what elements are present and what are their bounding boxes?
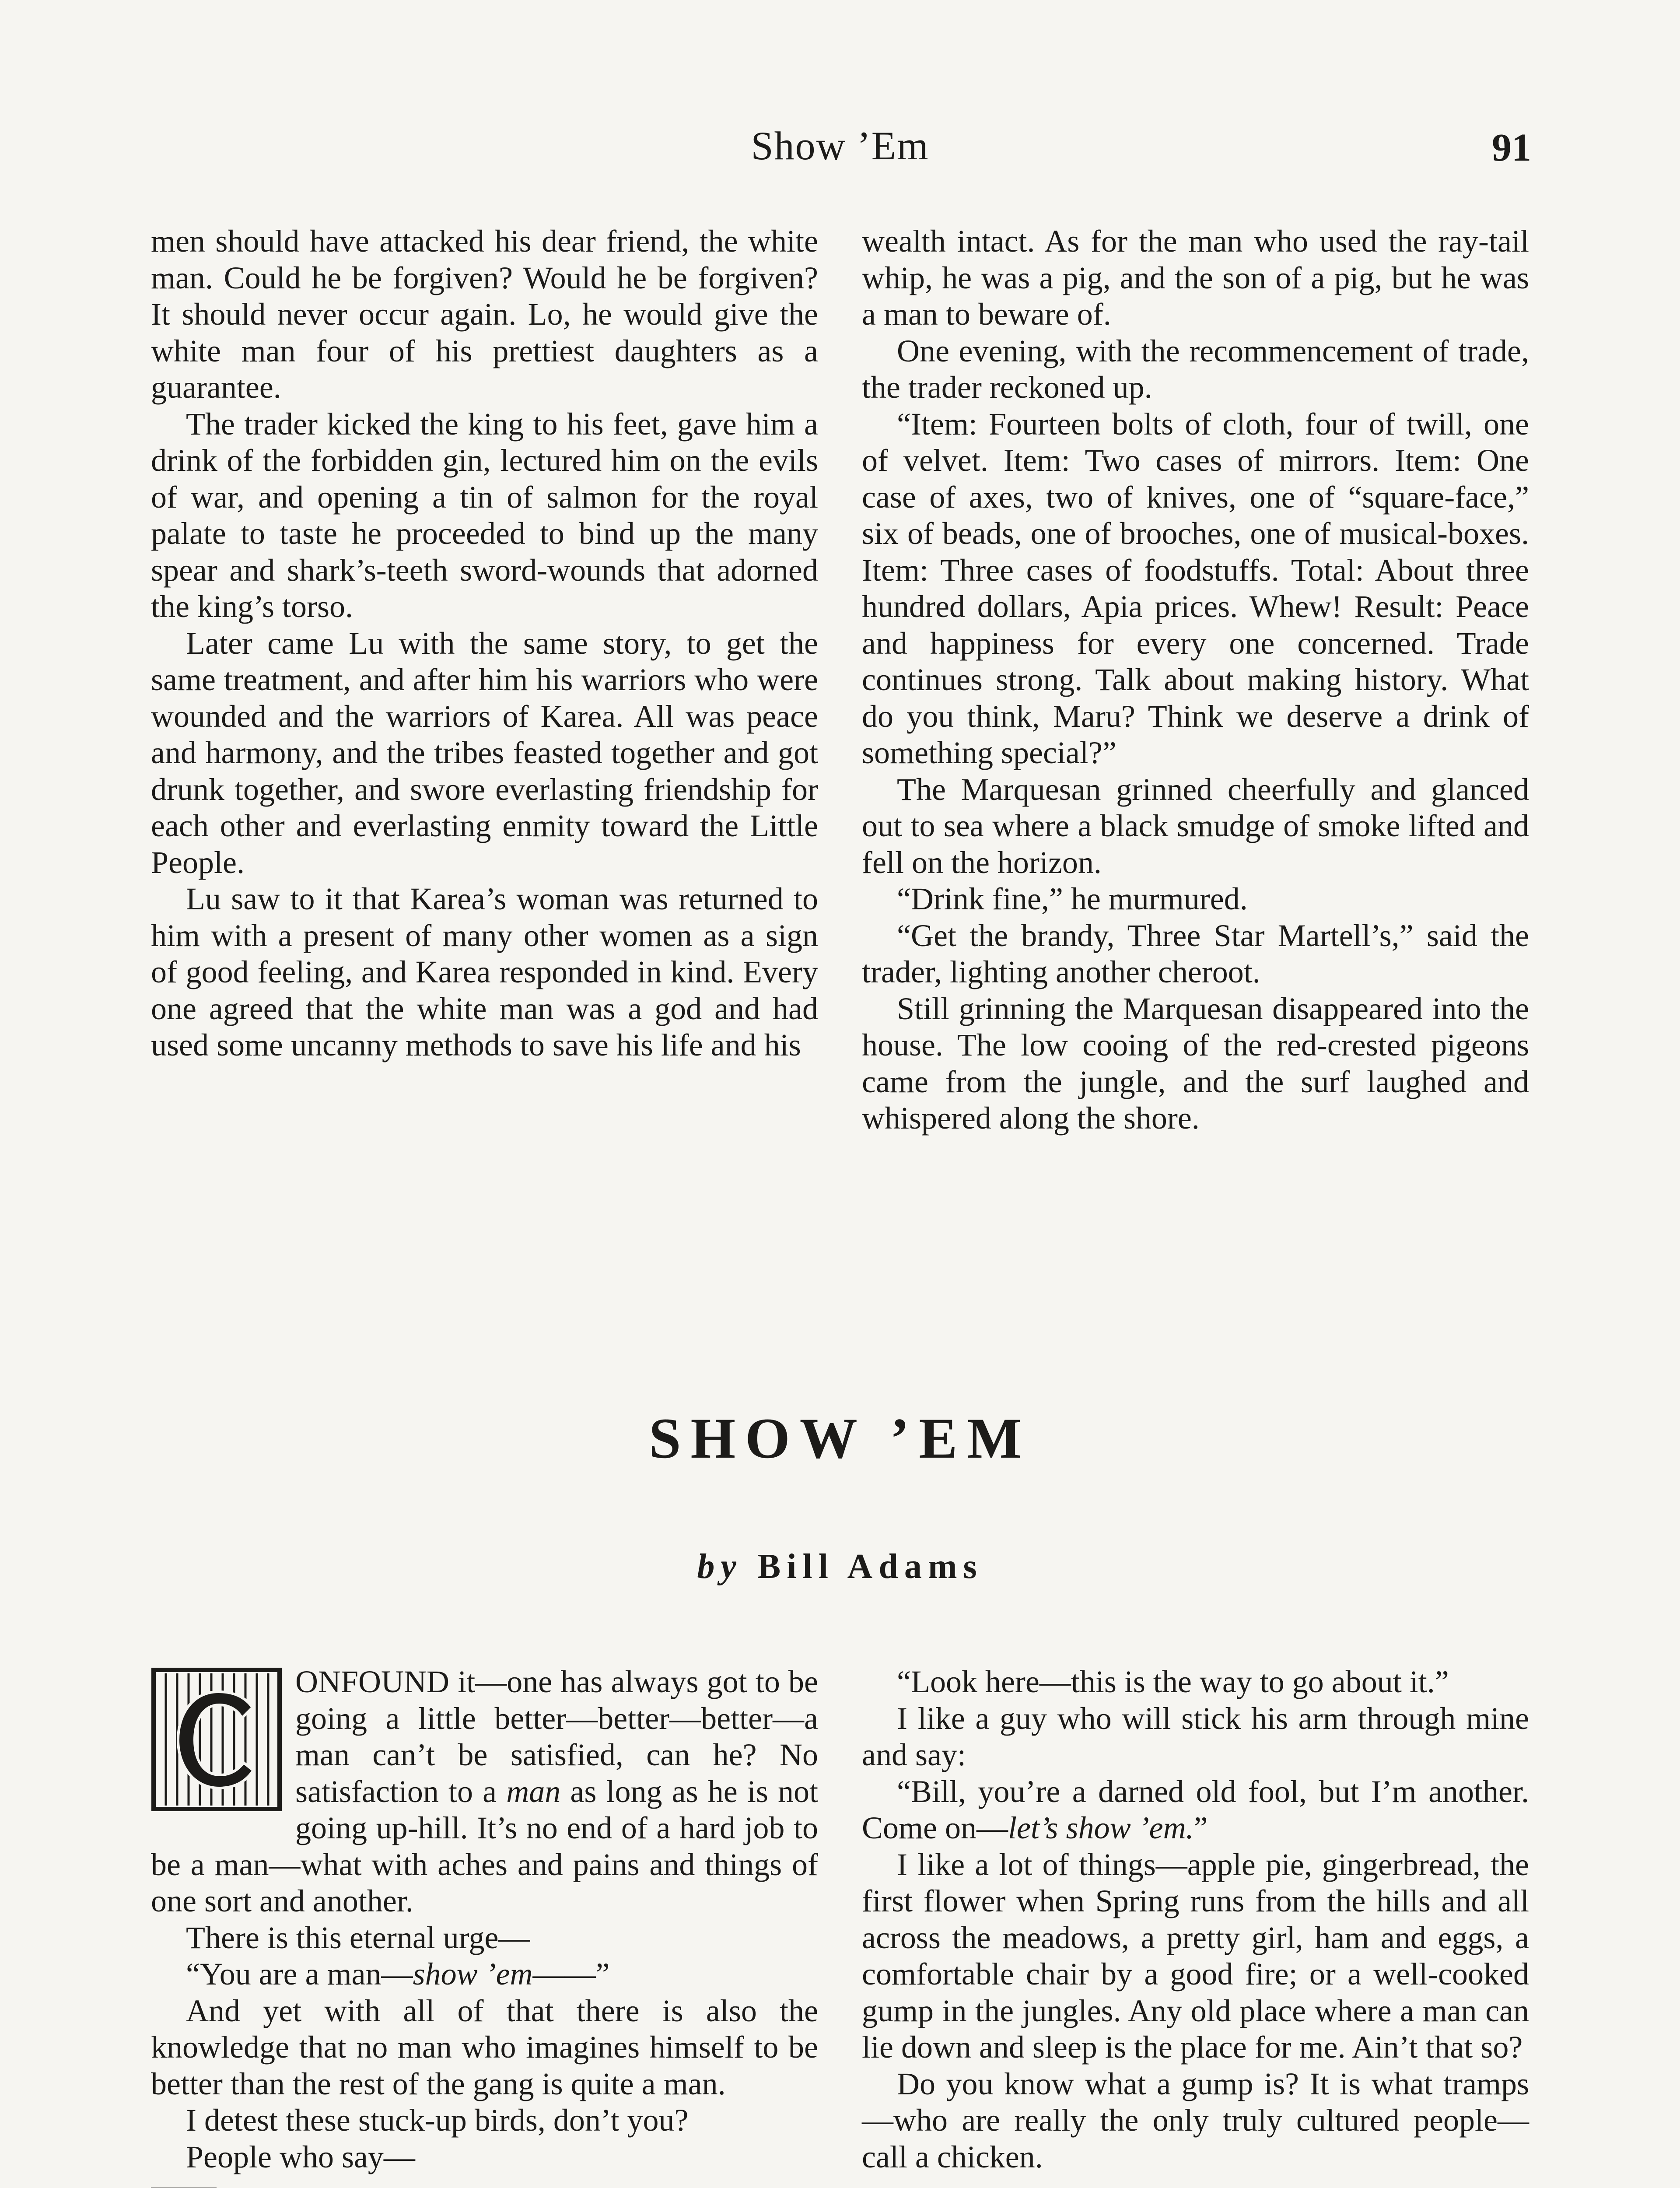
paragraph: “Drink fine,” he murmured.: [897, 881, 1248, 916]
paragraph-text: “Bill, you’re a darned old fool, but I’m another. Come on—: [862, 1774, 1529, 1845]
paragraph: The Marquesan grinned cheerfully and glanced out to sea where a black smudge of smoke lifted and fell on the horizon.: [862, 771, 1529, 880]
author-name: Bill Adams: [757, 1547, 983, 1586]
paragraph-text: ——”: [532, 1957, 610, 1992]
paragraph: I detest these stuck-up birds, don’t you?: [186, 2103, 689, 2138]
story-left-column: [151, 1664, 818, 2188]
previous-story-left-column: [151, 223, 818, 1064]
paragraph: “Item: Fourteen bolts of cloth, four of twill, one of velvet. Item: Two cases of mirrors. Item: One case of axes, two of knives, one of “square-face,” six of beads, one of brooches, one of musical-boxes. Item: Three cases of foodstuffs. Total: About three hundred dollars, Apia prices. Whew! Result: Peace and happiness for every one concerned. Trade continues strong. Talk about making history. What do you think, Maru? Think we deserve a drink of something special?”: [862, 406, 1529, 770]
emphasis: man: [506, 1774, 561, 1809]
paragraph-text: ”: [1194, 1810, 1208, 1845]
emphasis: let’s show ’em.: [1008, 1810, 1194, 1845]
paragraph-text: as long as he is not going up-hill. It’s no end of a hard job to be a man—what with aches and pains and things of one sort and another.: [151, 1774, 818, 1918]
page-header: [0, 123, 1680, 188]
page-number: 91: [1492, 126, 1531, 169]
paragraph: And yet with all of that there is also the knowledge that no man who imagines himself to be better than the rest of the gang is quite a man.: [151, 1993, 818, 2101]
paragraph: The trader kicked the king to his feet, gave him a drink of the forbidden gin, lectured him on the evils of war, and opening a tin of salmon for the royal palate to taste he proceeded to bind up the many spear and shark’s-teeth sword-wounds that adorned the king’s torso.: [151, 406, 818, 624]
emphasis: show ’em: [413, 1957, 533, 1992]
paragraph-text: “You are a man—: [186, 1957, 413, 1992]
running-head: Show ’Em: [751, 123, 929, 168]
paragraph: “Look here—this is the way to go about it.”: [897, 1664, 1449, 1699]
paragraph: wealth intact. As for the man who used the ray-tail whip, he was a pig, and the son of a pig, but he was a man to beware of.: [862, 224, 1529, 332]
paragraph: [151, 1956, 818, 1993]
previous-story-right-column: [862, 223, 1529, 1137]
paragraph: I like a guy who will stick his arm through mine and say:: [862, 1701, 1529, 1772]
drop-cap-c-icon: [151, 1667, 282, 1812]
paragraph: People who say—: [186, 2139, 415, 2174]
paragraph: Later came Lu with the same story, to get the same treatment, and after him his warriors who were wounded and the warriors of Karea. All was peace and harmony, and the tribes feasted together and got drunk together, and swore everlasting friendship for each other and everlasting enmity toward the Little People.: [151, 625, 818, 880]
byline: [0, 1547, 1680, 1587]
paragraph: Do you know what a gump is? It is what tramps—who are really the only truly cultured people—call a chicken.: [862, 2066, 1529, 2174]
paragraph: Still grinning the Marquesan disappeared into the house. The low cooing of the red-crested pigeons came from the jungle, and the surf laughed and whispered along the shore.: [862, 991, 1529, 1136]
paragraph: One evening, with the recommencement of trade, the trader reckoned up.: [862, 333, 1529, 405]
story-right-column: [862, 1664, 1529, 2175]
story-title: SHOW ’EM: [649, 1406, 1031, 1470]
paragraph: There is this eternal urge—: [186, 1920, 530, 1955]
paragraph: I like a lot of things—apple pie, gingerbread, the first flower when Spring runs from the hills and all across the meadows, a pretty girl, ham and eggs, a comfortable chair by a good fire; or a well-cooked gump in the jungles. Any old place where a man can lie down and sleep is the place for me. Ain’t that so?: [862, 1847, 1529, 2065]
byline-by: by: [697, 1547, 742, 1586]
paragraph: [862, 1774, 1529, 1847]
paragraph: men should have attacked his dear friend, the white man. Could he be forgiven? Would he be forgiven? It should never occur again. Lo, he would give the white man four of his prettiest daughters as a guarantee.: [151, 224, 818, 405]
paragraph: Lu saw to it that Karea’s woman was returned to him with a present of many other women as a sign of good feeling, and Karea responded in kind. Every one agreed that the white man was a god and had used some uncanny methods to save his life and his: [151, 881, 818, 1062]
opening-text: ONFOUND it—one has always got to be going a little better—better—better—a man can’t be satisfied, can he? No satisfaction to a: [295, 1664, 818, 1809]
paragraph: “Get the brandy, Three Star Martell’s,” said the trader, lighting another cheroot.: [862, 918, 1529, 989]
